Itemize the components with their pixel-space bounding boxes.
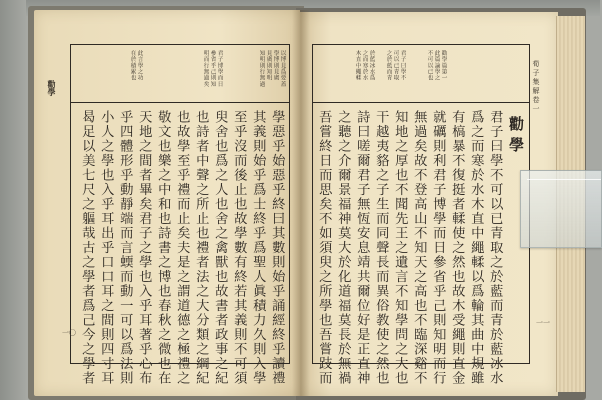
left-text-column: 乎四體形乎動靜端而言蝡而動一可以爲法則 [117,110,133,386]
left-note-column: 在於積累也 [129,50,136,81]
right-text-column: 君子曰學不可以已青取之於藍而青於藍冰水 [487,110,503,386]
right-note-column: 此篇論學之 [433,50,440,81]
right-header-rule [312,102,530,103]
right-text-column: 詩曰嗟爾君子無恆安息靖共爾位好是正直神 [354,110,370,386]
left-note-column: 參省乎己則知 [209,50,216,88]
right-text-column: 無過矣故不登高山不知天之高也不臨深谿不 [411,110,427,386]
book-gutter [292,10,310,396]
left-note-column: 明而行無過矣 [202,50,209,88]
right-text-column: 吾嘗終日而思矣不如須臾之所學也吾嘗跂而 [316,110,332,386]
right-note-column: 君子曰學不 [399,50,406,81]
chapter-title: 勸學 [507,116,525,158]
left-note-column: 此言學之功 [136,50,143,81]
left-note-column: 君子博學而日 [216,50,223,88]
right-text-column: 知地之厚也不聞先王之遺言不知學問之大也 [392,110,408,386]
left-text-column: 至乎沒而後止也故學數有終若其義則不可須 [231,110,247,386]
right-note-column: 不可以已也 [426,50,433,81]
left-text-column: 其義則始乎爲士終乎爲聖人眞積力久則入學 [250,110,266,386]
left-text-column: 敬文也樂之中和也詩書之博也春秋之微也在 [155,110,171,386]
left-text-column: 曷足以美七尺之軀哉古之學者爲己今之學者 [79,110,95,386]
right-text-column: 爲之而寒於水木直中繩輮以爲輪其曲中規雖 [468,110,484,386]
left-note-column: 知明則行無過 [258,50,265,88]
right-note-column: 木直中繩輮 [354,50,361,81]
right-text-column: 之聽之介爾景福神莫大於化道福莫長於無禍 [335,110,351,386]
left-text-column: 小人之學也入乎耳出乎口口耳之間則四寸耳 [98,110,114,386]
right-text-column: 有槁暴不復挺者輮使之然也故木受繩則直金 [449,110,465,386]
left-note-column: 學博則見廣 [272,50,279,81]
right-note-column: 於藍冰水爲 [368,50,375,81]
glass-ruler [520,170,602,248]
right-note-column: 之而寒於水 [361,50,368,81]
desk-background-left [0,0,26,400]
right-note-column: 可以已青取 [392,50,399,81]
left-text-column: 學惡乎始惡乎終曰其數則始乎誦經終乎讀禮 [269,110,285,386]
right-running-head: 荀子集解卷一 [532,60,540,114]
left-text-column: 也故學至乎禮而止矣夫是之謂道德之極禮之 [174,110,190,386]
left-text-column: 也詩者中聲之所止也禮者法之大分類之綱紀 [193,110,209,386]
left-folio: 一〇 [62,329,76,337]
left-header-rule [70,102,290,103]
left-margin-label: 勸學 [47,80,57,96]
left-text-column: 臾舍也爲之人也舍之禽獸也故書者政事之紀 [212,110,228,386]
left-note-column: 以博見爲要蓋 [279,50,286,88]
right-folio: 一一 [536,319,550,327]
right-text-column: 就礪則利君子博學而日參省乎己則知明而行 [430,110,446,386]
left-note-column: 見廣則知明 [265,50,272,81]
right-note-column: 勸學篇第一 [440,50,447,81]
right-text-column: 干越夷貉之子生而同聲長而異俗教使之然也 [373,110,389,386]
right-note-column: 之於藍而青 [385,50,392,81]
left-text-column: 天地之間者畢矣君子之學也入乎耳著乎心布 [136,110,152,386]
